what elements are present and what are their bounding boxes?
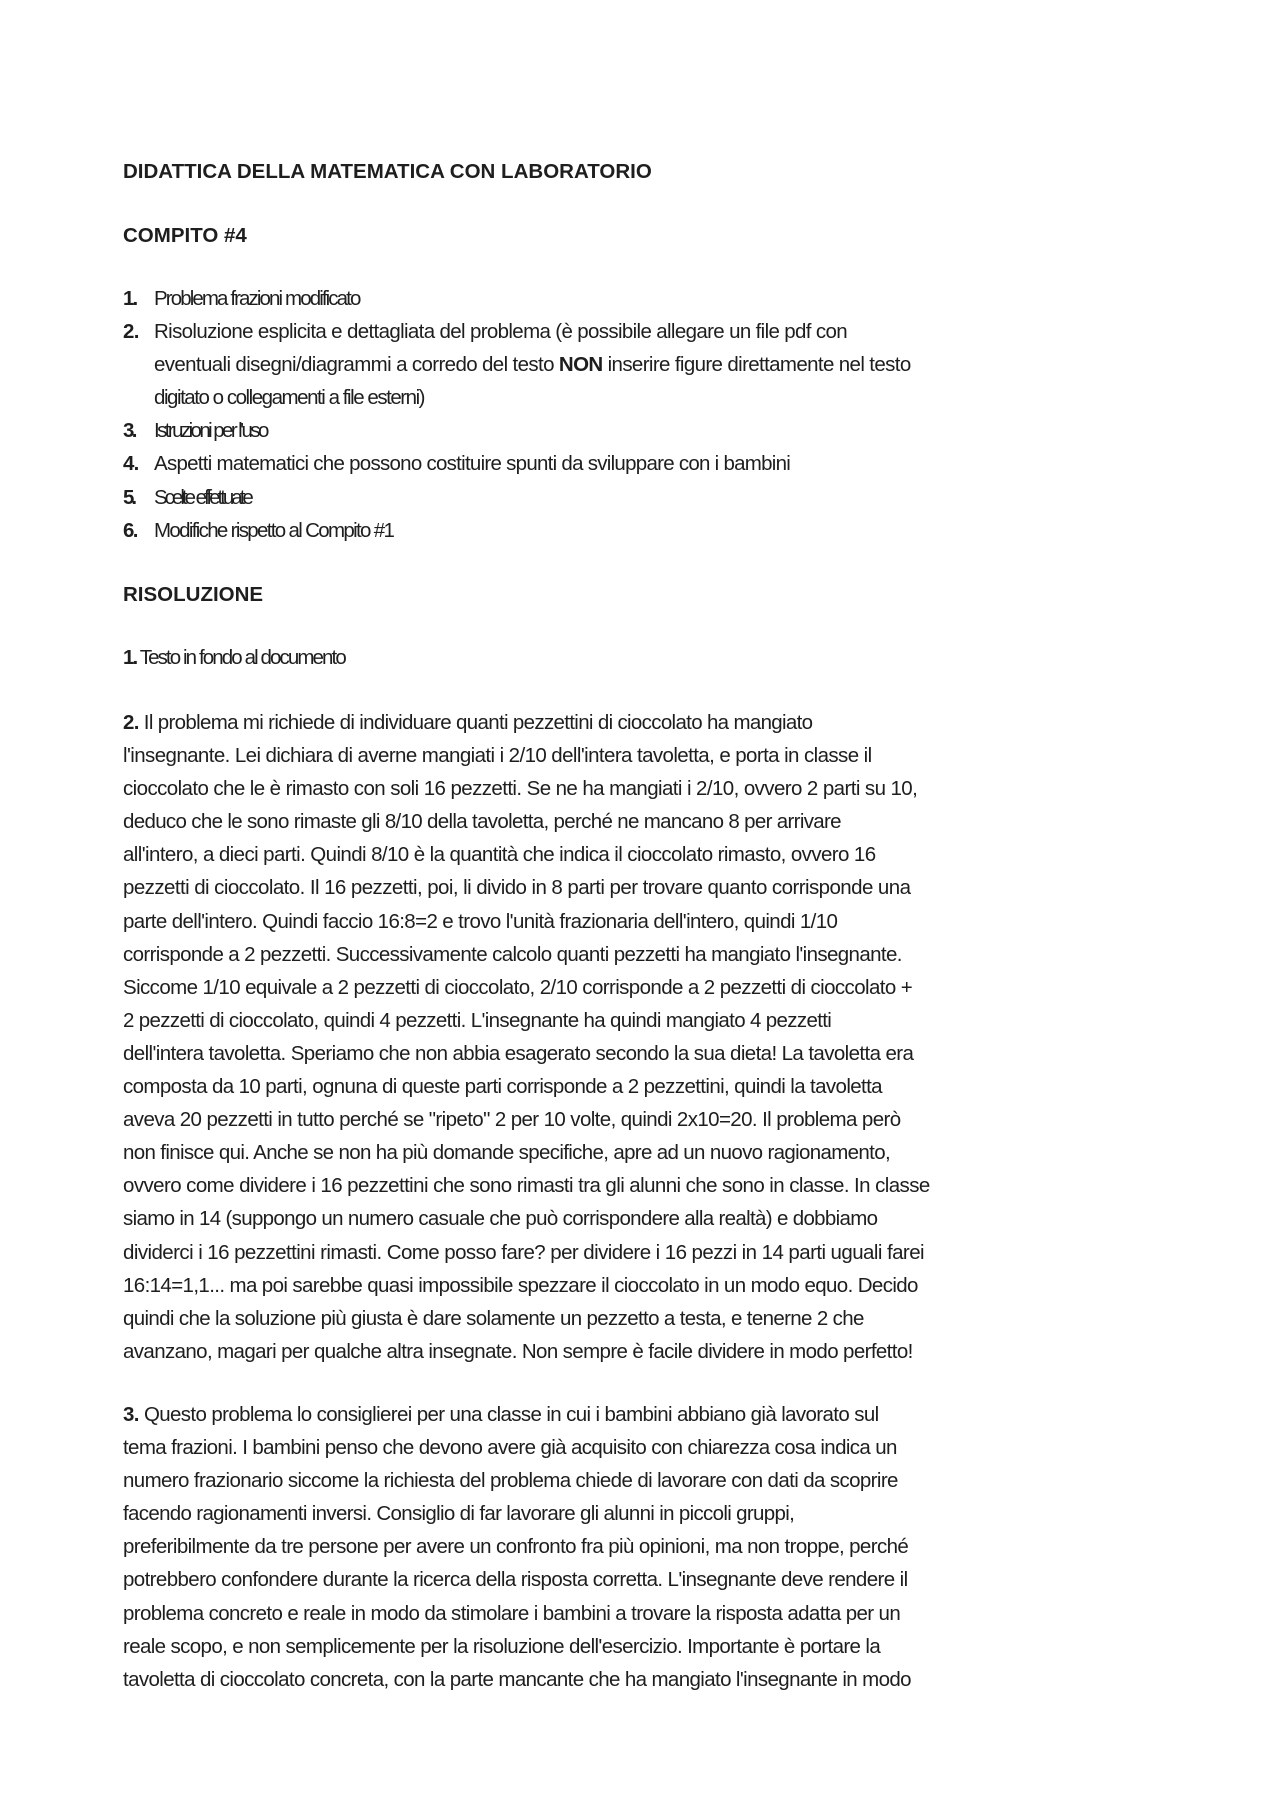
paragraph-line: Siccome 1/10 equivale a 2 pezzetti di cioccolato, 2/10 corrisponde a 2 pezzetti di cioccolato + xyxy=(123,975,913,999)
paragraph-line: l'insegnante. Lei dichiara di averne mangiati i 2/10 dell'intera tavoletta, e porta in classe il xyxy=(123,744,872,768)
paragraph-line: aveva 20 pezzetti in tutto perché se "ripeto" 2 per 10 volte, quindi 2x10=20. Il problema però xyxy=(123,1108,901,1132)
paragraph-line: cioccolato che le è rimasto con soli 16 pezzetti. Se ne ha mangiati i 2/10, ovvero 2 parti su 10, xyxy=(123,777,918,801)
list-item: 6. Modifiche rispetto al Compito #1 xyxy=(123,518,394,542)
paragraph-line: preferibilmente da tre persone per avere un confronto fra più opinioni, ma non troppe, perché xyxy=(123,1535,909,1559)
paragraph-number: 2. xyxy=(123,711,139,734)
paragraph-line: non finisce qui. Anche se non ha più domande specifiche, apre ad un nuovo ragionamento, xyxy=(123,1141,890,1165)
list-item: 4. Aspetti matematici che possono costituire spunti da sviluppare con i bambini xyxy=(123,452,791,476)
emphasis-non: NON xyxy=(558,353,603,377)
list-item: 1. Problema frazioni modificato xyxy=(123,287,360,310)
answer-1: 1. Testo in fondo al documento xyxy=(123,646,345,669)
paragraph-line: 16:14=1,1... ma poi sarebbe quasi impossibile spezzare il cioccolato in un modo equo. Decido xyxy=(123,1273,918,1297)
paragraph-line: corrisponde a 2 pezzetti. Successivamente calcolo quanti pezzetti ha mangiato l'insegnante. xyxy=(123,942,902,966)
paragraph-line: facendo ragionamenti inversi. Consiglio di far lavorare gli alunni in piccoli gruppi, xyxy=(123,1502,795,1526)
answer-3 xyxy=(123,1398,1220,1696)
list-item-continuation: eventuali disegni/diagrammi a corredo del testo NON inserire figure direttamente nel testo xyxy=(154,353,911,377)
assignment-title: COMPITO #4 xyxy=(123,224,247,247)
paragraph-line: problema concreto e reale in modo da stimolare i bambini a trovare la risposta adatta per un xyxy=(123,1601,901,1625)
paragraph-line: 2. Il problema mi richiede di individuare quanti pezzettini di cioccolato ha mangiato xyxy=(123,711,813,734)
paragraph-line: tema frazioni. I bambini penso che devono avere già acquisito con chiarezza cosa indica un xyxy=(123,1436,897,1460)
paragraph-line: reale scopo, e non semplicemente per la risoluzione dell'esercizio. Importante è portare la xyxy=(123,1634,881,1658)
paragraph-line: quindi che la soluzione più giusta è dare solamente un pezzetto a testa, e tenerne 2 che xyxy=(123,1306,864,1330)
paragraph-line: deduco che le sono rimaste gli 8/10 della tavoletta, perché ne mancano 8 per arrivare xyxy=(123,810,841,834)
paragraph-line: 2 pezzetti di cioccolato, quindi 4 pezzetti. L'insegnante ha quindi mangiato 4 pezzetti xyxy=(123,1008,832,1032)
paragraph-line: potrebbero confondere durante la ricerca della risposta corretta. L'insegnante deve rendere il xyxy=(123,1568,908,1592)
list-item: 5. Scelte effettuate xyxy=(123,485,251,509)
list-item-continuation: digitato o collegamenti a file esterni) xyxy=(154,386,425,410)
answer-2 xyxy=(123,706,1220,1368)
list-item: 2. Risoluzione esplicita e dettagliata del problema (è possibile allegare un file pdf con xyxy=(123,320,847,344)
paragraph-line: composta da 10 parti, ognuna di queste parti corrisponde a 2 pezzettini, quindi la tavoletta xyxy=(123,1075,882,1099)
paragraph-line: avanzano, magari per qualche altra insegnate. Non sempre è facile dividere in modo perfetto! xyxy=(123,1339,913,1363)
paragraph-line: dell'intera tavoletta. Speriamo che non abbia esagerato secondo la sua dieta! La tavoletta era xyxy=(123,1041,914,1065)
paragraph-number: 3. xyxy=(123,1403,139,1426)
paragraph-line: parte dell'intero. Quindi faccio 16:8=2 e trovo l'unità frazionaria dell'intero, quindi 1/10 xyxy=(123,909,838,933)
paragraph-line: 3. Questo problema lo consiglierei per una classe in cui i bambini abbiano già lavorato sul xyxy=(123,1403,879,1426)
section-heading: RISOLUZIONE xyxy=(123,583,264,606)
paragraph-line: ovvero come dividere i 16 pezzettini che sono rimasti tra gli alunni che sono in classe. In classe xyxy=(123,1174,930,1198)
paragraph-line: siamo in 14 (suppongo un numero casuale che può corrispondere alla realtà) e dobbiamo xyxy=(123,1207,878,1231)
paragraph-line: tavoletta di cioccolato concreta, con la parte mancante che ha mangiato l'insegnante in modo xyxy=(123,1667,911,1691)
list-item: 3. Istruzioni per l'uso xyxy=(123,419,267,443)
paragraph-line: dividerci i 16 pezzettini rimasti. Come posso fare? per dividere i 16 pezzi in 14 parti uguali farei xyxy=(123,1240,925,1264)
paragraph-line: pezzetti di cioccolato. Il 16 pezzetti, poi, li divido in 8 parti per trovare quanto corrisponde una xyxy=(123,876,911,900)
requirements-list xyxy=(123,282,1220,547)
document-title: DIDATTICA DELLA MATEMATICA CON LABORATORIO xyxy=(123,160,652,183)
paragraph-line: all'intero, a dieci parti. Quindi 8/10 è la quantità che indica il cioccolato rimasto, ovvero 16 xyxy=(123,843,876,867)
paragraph-line: numero frazionario siccome la richiesta del problema chiede di lavorare con dati da scoprire xyxy=(123,1469,898,1493)
